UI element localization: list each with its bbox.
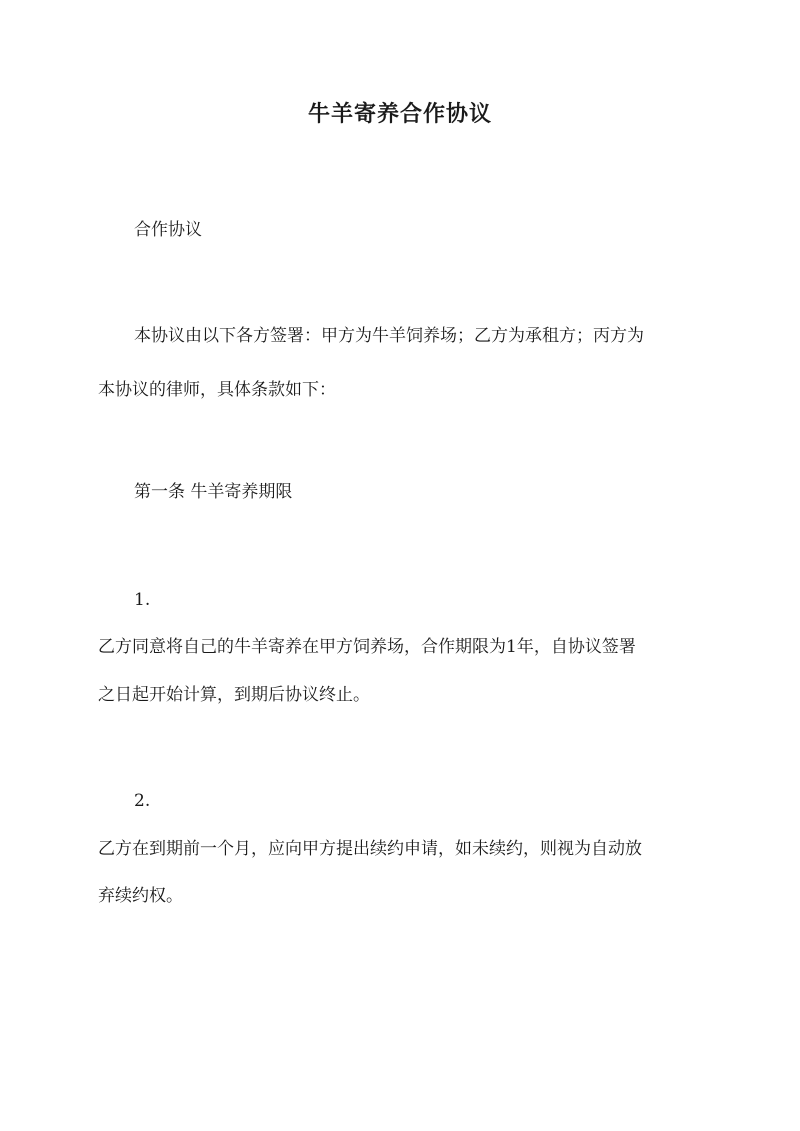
intro-paragraph-line-1: 本协议由以下各方签署：甲方为牛羊饲养场；乙方为承租方；丙方为 xyxy=(134,326,644,346)
article-1-heading: 第一条 牛羊寄养期限 xyxy=(134,482,293,502)
document-title: 牛羊寄养合作协议 xyxy=(307,101,492,127)
item-2-line-1: 乙方在到期前一个月，应向甲方提出续约申请，如未续约，则视为自动放 xyxy=(98,839,642,859)
item-1-line-2: 之日起开始计算，到期后协议终止。 xyxy=(98,685,370,705)
item-1-number: 1. xyxy=(134,590,151,610)
intro-paragraph-line-2: 本协议的律师，具体条款如下： xyxy=(98,380,336,400)
item-2-line-2: 弃续约权。 xyxy=(98,886,183,906)
section-subtitle: 合作协议 xyxy=(134,220,202,240)
item-2-number: 2. xyxy=(134,791,151,811)
item-1-line-1: 乙方同意将自己的牛羊寄养在甲方饲养场，合作期限为1年，自协议签署 xyxy=(98,637,636,657)
